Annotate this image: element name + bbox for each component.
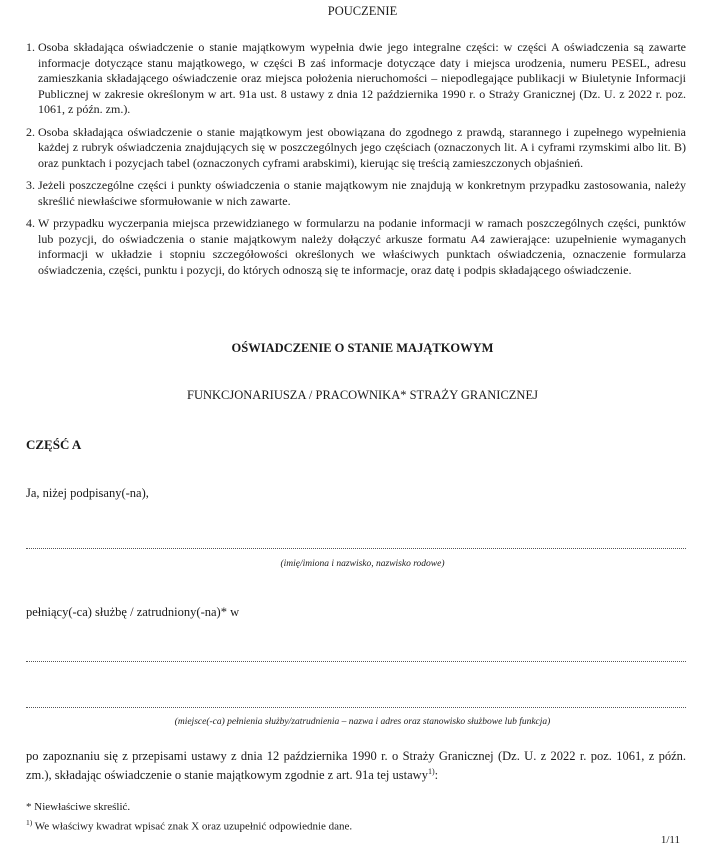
page-number: 1/11 xyxy=(660,834,680,846)
instruction-text: Osoba składająca oświadczenie o stanie majątkowym wypełnia dwie jego integralne części: w części A oświadczenia są zawarte informacje dotyczące stanu majątkowego, w części B zaś informacje dotyczące daty i miejsca urodzenia, numeru PESEL, adresu zamieszkania składającego oświadczenie oraz miejsca położenia nieruchomości – niepodlegające publikacji w Biuletynie Informacji Publicznej w zakresie określonym w art. 91a ust. 8 ustawy z dnia 12 października 1990 r. o Straży Granicznej (Dz. U. z 2022 r. poz. 1061, z późn. zm.). xyxy=(38,40,686,116)
footnote-text: We właściwy kwadrat wpisać znak X oraz uzupełnić odpowiednie dane. xyxy=(32,820,353,833)
instruction-number: 1. xyxy=(26,40,35,54)
place-field-line-1[interactable] xyxy=(26,661,686,662)
instruction-item xyxy=(26,178,686,209)
instruction-number: 2. xyxy=(26,124,35,139)
instruction-item xyxy=(26,125,686,172)
instruction-text: Osoba składająca oświadczenie o stanie majątkowym jest obowiązana do zgodnego z prawdą, starannego i zupełnego wypełnienia każdej z rubryk oświadczenia znajdujących się w poszczególnych jego częściach (oznaczonych lit. A i cyframi rzymskimi albo lit. B) oraz punktach i pozycjach tabel (oznaczonych cyframi arabskimi), kierując się treścią zamieszczonych objaśnień. xyxy=(38,124,686,170)
closing-footnote-ref: 1) xyxy=(427,767,435,776)
instruction-item xyxy=(26,216,686,278)
declaration-title: OŚWIADCZENIE O STANIE MAJĄTKOWYM xyxy=(231,341,494,355)
instruction-number: 4. xyxy=(26,216,35,230)
closing-end: : xyxy=(434,768,439,783)
instructions-list xyxy=(26,40,686,285)
place-field-line-2[interactable] xyxy=(26,707,686,708)
footnote-1 xyxy=(26,818,352,833)
instruction-text: W przypadku wyczerpania miejsca przewidzianego w formularzu na podanie informacji w ramach poszczególnych części, punktów lub pozycji, do oświadczenia o stanie majątkowym należy dołączyć arkusze formatu A4 zawierające: uzupełnienie wymaganych informacji w układzie i stopniu szczegółowości określonych we właściwych punktach oświadczenia, oznaczenie formularza oświadczenia, części, punktu i pozycji, do których odnoszą się te informacje, oraz datę i podpis składającego oświadczenie. xyxy=(38,216,686,277)
name-field-line[interactable] xyxy=(26,548,686,549)
closing-statement xyxy=(26,748,686,783)
page-heading: POUCZENIE xyxy=(327,4,398,18)
instruction-item xyxy=(26,40,686,118)
place-field-hint: (miejsce(-ca) pełnienia służby/zatrudnienia – nazwa i adres oraz stanowisko służbowe lub funkcja) xyxy=(174,717,551,727)
intro-text: Ja, niżej podpisany(-na), xyxy=(26,486,149,500)
service-label: pełniący(-ca) służbę / zatrudniony(-na)* w xyxy=(26,605,240,619)
footnote-ref: 1) xyxy=(26,818,33,827)
name-field-hint: (imię/imiona i nazwisko, nazwisko rodowe) xyxy=(280,559,445,569)
instruction-number: 3. xyxy=(26,178,35,192)
part-label: CZĘŚĆ A xyxy=(26,437,82,452)
declaration-subtitle: FUNKCJONARIUSZA / PRACOWNIKA* STRAŻY GRANICZNEJ xyxy=(187,388,538,402)
closing-text: po zapoznaniu się z przepisami ustawy z dnia 12 października 1990 r. o Straży Granicznej (Dz. U. z 2022 r. poz. 1061, z późn. zm.), składając oświadczenie o stanie majątkowym zgodnie z art. 91a tej ustawy xyxy=(26,749,686,783)
instruction-text: Jeżeli poszczególne części i punkty oświadczenia o stanie majątkowym nie znajdują w konkretnym przypadku zastosowania, należy skreślić niewłaściwe sformułowanie w nich zawarte. xyxy=(38,178,686,208)
footnote-asterisk: * Niewłaściwe skreślić. xyxy=(26,801,131,813)
